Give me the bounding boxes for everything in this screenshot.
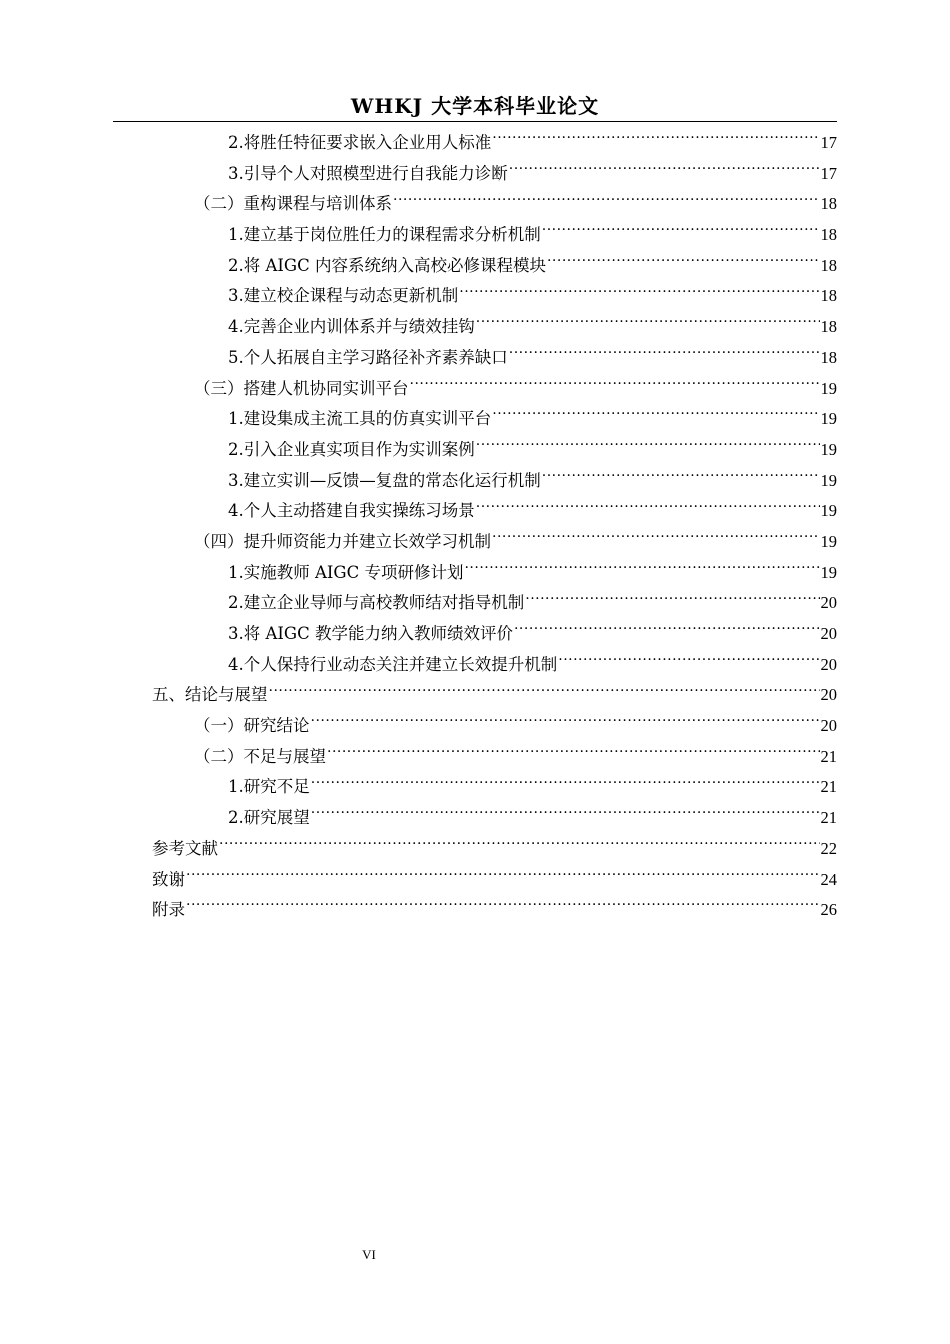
toc-entry-title: （二）重构课程与培训体系 bbox=[194, 194, 392, 214]
toc-entry[interactable] bbox=[152, 680, 837, 711]
toc-entry[interactable] bbox=[152, 159, 837, 190]
header-title: WHKJ 大学本科毕业论文 bbox=[350, 94, 600, 118]
toc-entry[interactable] bbox=[152, 527, 837, 558]
toc-entry[interactable] bbox=[152, 865, 837, 896]
toc-entry-title: 1.建立基于岗位胜任力的课程需求分析机制 bbox=[228, 225, 541, 245]
toc-dot-leader bbox=[476, 438, 820, 455]
toc-entry[interactable] bbox=[152, 834, 837, 865]
toc-entry-page: 19 bbox=[820, 378, 837, 398]
toc-entry-page: 18 bbox=[820, 347, 837, 367]
toc-entry-page: 19 bbox=[820, 531, 837, 551]
toc-entry-page: 26 bbox=[820, 900, 837, 920]
toc-dot-leader bbox=[311, 807, 820, 824]
toc-entry-page: 19 bbox=[820, 409, 837, 429]
toc-dot-leader bbox=[464, 561, 819, 578]
toc-entry[interactable] bbox=[152, 374, 837, 405]
toc-entry[interactable] bbox=[152, 803, 837, 834]
toc-entry[interactable] bbox=[152, 558, 837, 589]
toc-entry-title: 3.引导个人对照模型进行自我能力诊断 bbox=[228, 163, 508, 183]
toc-entry-page: 24 bbox=[820, 869, 837, 889]
toc-dot-leader bbox=[525, 592, 819, 609]
toc-entry-page: 19 bbox=[820, 470, 837, 490]
toc-entry[interactable] bbox=[152, 189, 837, 220]
toc-entry[interactable] bbox=[152, 711, 837, 742]
toc-entry-page: 18 bbox=[820, 255, 837, 275]
toc-entry-page: 18 bbox=[820, 225, 837, 245]
toc-entry-page: 20 bbox=[820, 685, 837, 705]
toc-entry[interactable] bbox=[152, 619, 837, 650]
toc-dot-leader bbox=[509, 346, 820, 363]
toc-entry-page: 19 bbox=[820, 439, 837, 459]
table-of-contents bbox=[152, 128, 837, 926]
toc-entry-page: 21 bbox=[820, 808, 837, 828]
toc-dot-leader bbox=[311, 715, 820, 732]
toc-entry[interactable] bbox=[152, 220, 837, 251]
toc-entry-title: 参考文献 bbox=[152, 838, 218, 858]
toc-dot-leader bbox=[186, 899, 820, 916]
toc-entry-page: 17 bbox=[820, 133, 837, 152]
toc-entry[interactable] bbox=[152, 466, 837, 497]
toc-entry-page: 20 bbox=[820, 593, 837, 613]
toc-dot-leader bbox=[509, 162, 820, 179]
toc-entry[interactable] bbox=[152, 742, 837, 773]
toc-dot-leader bbox=[492, 132, 819, 149]
toc-entry-title: 2.将 AIGC 内容系统纳入高校必修课程模块 bbox=[228, 255, 546, 275]
toc-entry[interactable] bbox=[152, 251, 837, 282]
page-number: VI bbox=[362, 1247, 376, 1262]
toc-entry-title: 2.建立企业导师与高校教师结对指导机制 bbox=[228, 593, 525, 613]
toc-entry[interactable] bbox=[152, 650, 837, 681]
toc-entry-page: 19 bbox=[820, 501, 837, 521]
toc-entry[interactable] bbox=[152, 435, 837, 466]
toc-entry-title: 附录 bbox=[152, 900, 185, 920]
toc-entry-page: 20 bbox=[820, 654, 837, 674]
toc-entry[interactable] bbox=[152, 895, 837, 926]
toc-dot-leader bbox=[393, 193, 820, 210]
page-header bbox=[113, 92, 837, 122]
toc-entry-page: 18 bbox=[820, 286, 837, 306]
toc-entry-title: 5.个人拓展自主学习路径补齐素养缺口 bbox=[228, 347, 508, 367]
toc-dot-leader bbox=[514, 623, 820, 640]
toc-entry-page: 18 bbox=[820, 317, 837, 337]
toc-entry-title: 2.研究展望 bbox=[228, 808, 310, 828]
toc-entry[interactable] bbox=[152, 128, 837, 159]
toc-dot-leader bbox=[186, 868, 820, 885]
toc-entry-page: 22 bbox=[820, 838, 837, 858]
toc-entry-title: 3.建立校企课程与动态更新机制 bbox=[228, 286, 459, 306]
toc-entry[interactable] bbox=[152, 312, 837, 343]
toc-entry-page: 17 bbox=[820, 163, 837, 183]
toc-dot-leader bbox=[542, 469, 820, 486]
toc-dot-leader bbox=[459, 285, 819, 302]
toc-entry-title: 2.引入企业真实项目作为实训案例 bbox=[228, 439, 475, 459]
toc-entry-title: 4.个人保持行业动态关注并建立长效提升机制 bbox=[228, 654, 558, 674]
toc-entry-title: 2.将胜任特征要求嵌入企业用人标准 bbox=[228, 133, 492, 152]
toc-entry[interactable] bbox=[152, 343, 837, 374]
toc-entry-page: 20 bbox=[820, 624, 837, 643]
toc-entry[interactable] bbox=[152, 588, 837, 619]
toc-dot-leader bbox=[476, 500, 820, 517]
toc-entry-title: 1.实施教师 AIGC 专项研修计划 bbox=[228, 562, 464, 582]
toc-dot-leader bbox=[547, 254, 820, 271]
toc-entry-title: 3.将 AIGC 教学能力纳入教师绩效评价 bbox=[228, 624, 513, 643]
toc-entry-title: 致谢 bbox=[152, 869, 185, 889]
toc-entry[interactable] bbox=[152, 281, 837, 312]
toc-entry-title: 1.建设集成主流工具的仿真实训平台 bbox=[228, 409, 492, 429]
toc-dot-leader bbox=[327, 745, 820, 762]
toc-entry-title: （三）搭建人机协同实训平台 bbox=[194, 378, 409, 398]
toc-dot-leader bbox=[476, 316, 820, 333]
toc-entry-title: 4.个人主动搭建自我实操练习场景 bbox=[228, 501, 475, 521]
toc-dot-leader bbox=[410, 377, 820, 394]
toc-dot-leader bbox=[269, 684, 820, 701]
toc-entry-page: 19 bbox=[820, 562, 837, 582]
toc-entry[interactable] bbox=[152, 772, 837, 803]
toc-entry-title: 五、结论与展望 bbox=[152, 685, 268, 705]
toc-entry-title: （二）不足与展望 bbox=[194, 746, 326, 766]
toc-dot-leader bbox=[219, 837, 820, 854]
toc-dot-leader bbox=[558, 653, 819, 670]
toc-entry-page: 20 bbox=[820, 716, 837, 736]
toc-entry-title: （四）提升师资能力并建立长效学习机制 bbox=[194, 531, 491, 551]
toc-entry[interactable] bbox=[152, 404, 837, 435]
toc-entry-title: 4.完善企业内训体系并与绩效挂钩 bbox=[228, 317, 475, 337]
toc-dot-leader bbox=[492, 408, 819, 425]
toc-dot-leader bbox=[311, 776, 820, 793]
toc-entry-page: 21 bbox=[820, 746, 837, 766]
toc-entry-title: （一）研究结论 bbox=[194, 716, 310, 736]
toc-entry-page: 21 bbox=[820, 777, 837, 797]
toc-entry[interactable] bbox=[152, 496, 837, 527]
toc-dot-leader bbox=[492, 530, 820, 547]
toc-dot-leader bbox=[542, 224, 820, 241]
toc-entry-title: 1.研究不足 bbox=[228, 777, 310, 797]
toc-entry-page: 18 bbox=[820, 194, 837, 214]
toc-entry-title: 3.建立实训—反馈—复盘的常态化运行机制 bbox=[228, 470, 541, 490]
